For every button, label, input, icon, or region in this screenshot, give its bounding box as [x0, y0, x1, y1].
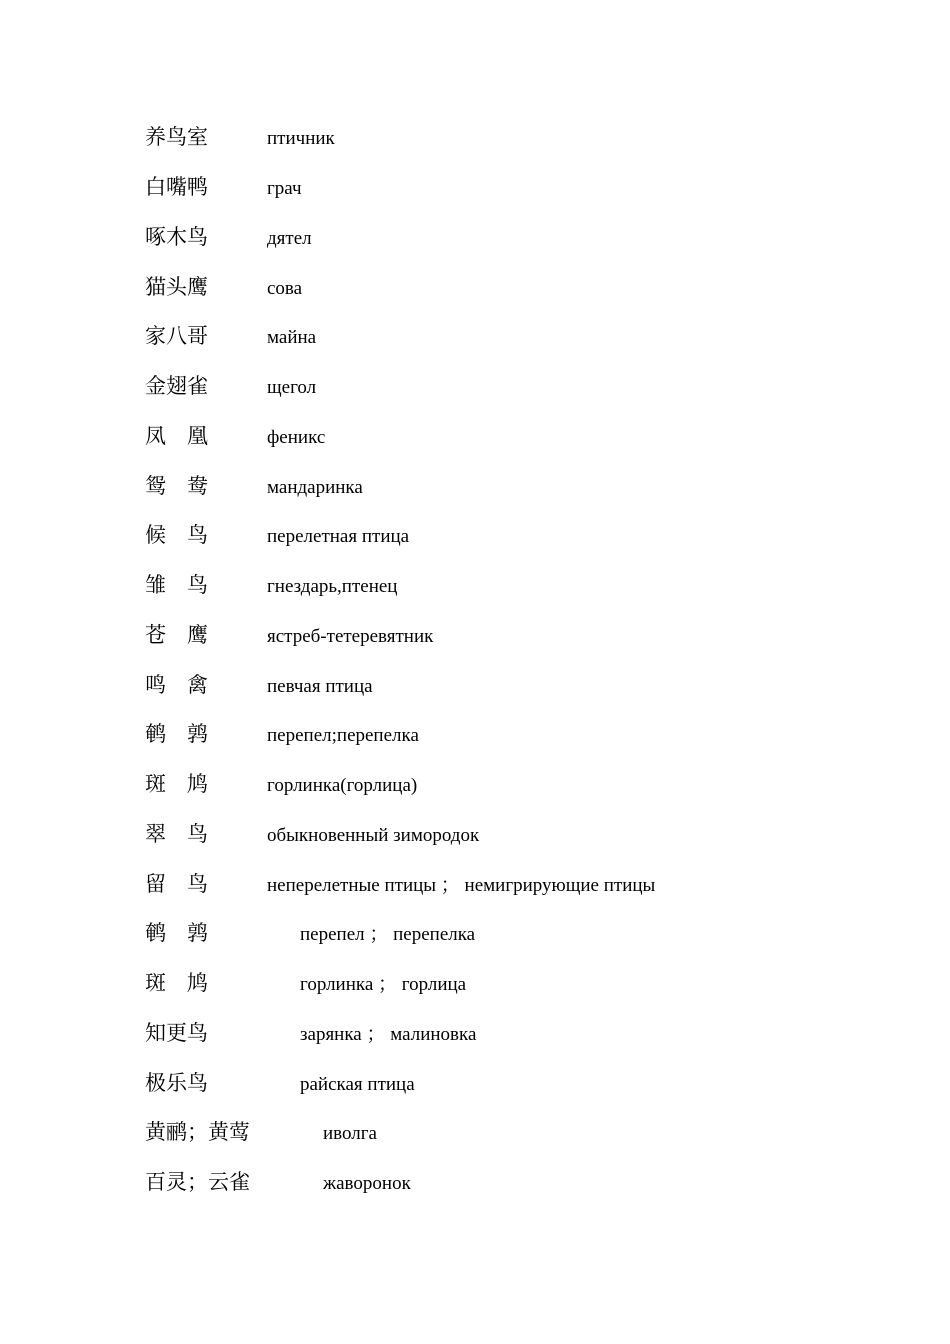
vocab-entry	[0, 421, 950, 461]
vocab-entry	[0, 819, 950, 859]
vocab-entry	[0, 1117, 950, 1157]
chinese-term: 家八哥	[145, 324, 208, 348]
chinese-term: 知更鸟	[145, 1021, 208, 1045]
russian-term: обыкновенный зимородок	[267, 825, 480, 846]
vocab-entry	[0, 570, 950, 610]
chinese-term: 白嘴鸭	[145, 175, 208, 199]
vocab-entry	[0, 1068, 950, 1108]
vocab-entry	[0, 222, 950, 262]
chinese-term: 鹌 鹑	[145, 722, 208, 746]
vocab-entry	[0, 670, 950, 710]
vocab-entry	[0, 918, 950, 958]
russian-term: райская птица	[300, 1074, 415, 1095]
russian-term: птичник	[267, 128, 335, 149]
chinese-term: 猫头鹰	[145, 275, 208, 299]
chinese-term: 苍 鹰	[145, 623, 208, 647]
chinese-term: 鹌 鹑	[145, 921, 208, 945]
russian-term: перепел;перепелка	[267, 725, 419, 746]
russian-term: щегол	[267, 377, 317, 398]
russian-term: певчая птица	[267, 676, 373, 697]
vocab-entry	[0, 719, 950, 759]
russian-term: неперелетные птицы ； немигрирующие птицы	[267, 875, 656, 896]
vocab-entry	[0, 1167, 950, 1207]
chinese-term: 雏 鸟	[145, 573, 208, 597]
chinese-term: 翠 鸟	[145, 822, 208, 846]
chinese-term: 养鸟室	[145, 125, 208, 149]
chinese-term: 斑 鸠	[145, 971, 208, 995]
russian-term: дятел	[267, 228, 312, 249]
russian-term: гнездарь,птенец	[267, 576, 398, 597]
vocab-entry	[0, 769, 950, 809]
russian-term: жаворонок	[323, 1173, 411, 1194]
russian-term: иволга	[323, 1123, 377, 1144]
vocab-entry	[0, 371, 950, 411]
russian-term: горлинка ； горлица	[300, 974, 467, 995]
russian-term: феникс	[267, 427, 326, 448]
vocab-entry	[0, 968, 950, 1008]
vocab-entry	[0, 321, 950, 361]
vocab-entry	[0, 471, 950, 511]
russian-term: грач	[267, 178, 302, 199]
chinese-term: 鸣 禽	[145, 673, 208, 697]
vocab-entry	[0, 520, 950, 560]
russian-term: горлинка(горлица)	[267, 775, 418, 796]
chinese-term: 金翅雀	[145, 374, 208, 398]
chinese-term: 斑 鸠	[145, 772, 208, 796]
russian-term: перепел ； перепелка	[300, 924, 476, 945]
vocab-entry	[0, 620, 950, 660]
chinese-term: 鸳 鸯	[145, 474, 208, 498]
vocab-entry	[0, 172, 950, 212]
chinese-term: 百灵；云雀	[145, 1170, 250, 1194]
chinese-term: 留 鸟	[145, 872, 208, 896]
russian-term: зарянка ； малиновка	[300, 1024, 477, 1045]
vocab-entry	[0, 272, 950, 312]
vocab-entry	[0, 122, 950, 162]
chinese-term: 极乐鸟	[145, 1071, 208, 1095]
vocab-entry	[0, 1018, 950, 1058]
chinese-term: 啄木鸟	[145, 225, 208, 249]
russian-term: сова	[267, 278, 303, 299]
russian-term: ястреб-тетеревятник	[267, 626, 434, 647]
russian-term: мандаринка	[267, 477, 363, 498]
russian-term: перелетная птица	[267, 526, 410, 547]
chinese-term: 黄鹂；黄莺	[145, 1120, 250, 1144]
chinese-term: 候 鸟	[145, 523, 208, 547]
russian-term: майна	[267, 327, 317, 348]
vocab-entry	[0, 869, 950, 909]
chinese-term: 凤 凰	[145, 424, 208, 448]
